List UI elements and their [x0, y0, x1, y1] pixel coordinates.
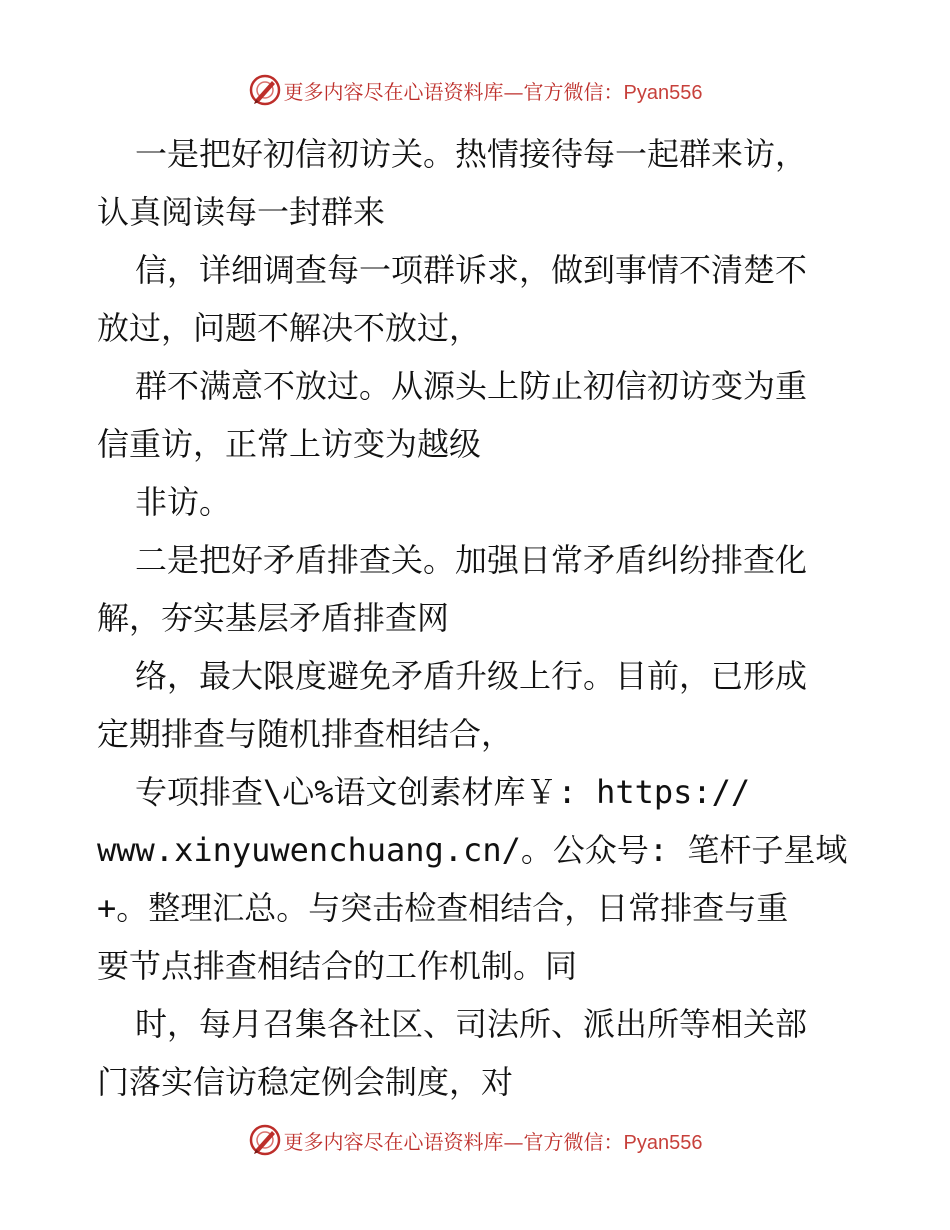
text-line: 要节点排查相结合的工作机制。同 — [97, 947, 578, 985]
text-line: www.xinyuwenchuang.cn/。公众号: 笔杆子星域 — [97, 831, 848, 869]
text-line: 解，夯实基层矛盾排查网 — [97, 599, 450, 637]
footer-brand-label: 更多内容尽在心语资料库—官方微信： — [283, 1129, 624, 1154]
text-line: +。整理汇总。与突击检查相结合，日常排查与重 — [97, 889, 789, 927]
text-line: 门落实信访稳定例会制度，对 — [97, 1063, 514, 1101]
header-banner — [0, 70, 950, 110]
text-line: 时，每月召集各社区、司法所、派出所等相关部 — [135, 1005, 808, 1043]
text-line: 络，最大限度避免矛盾升级上行。目前，已形成 — [135, 657, 808, 695]
text-line: 信，详细调查每一项群诉求，做到事情不清楚不 — [135, 251, 808, 289]
header-wechat-id: Pyan556 — [623, 81, 703, 104]
text-line: 一是把好初信初访关。热情接待每一起群来访， — [135, 135, 808, 173]
document-body — [97, 125, 857, 1111]
header-brand-text — [284, 76, 703, 105]
text-line: 二是把好矛盾排查关。加强日常矛盾纠纷排查化 — [135, 541, 808, 579]
pen-logo-icon — [248, 73, 282, 107]
footer-brand-text — [284, 1126, 703, 1155]
pen-logo-icon — [248, 1123, 282, 1157]
text-line: 非访。 — [135, 483, 232, 521]
text-line: 专项排查\心%语文创素材库￥: https:// — [135, 773, 751, 811]
text-line: 认真阅读每一封群来 — [97, 193, 386, 231]
text-line: 群不满意不放过。从源头上防止初信初访变为重 — [135, 367, 808, 405]
footer-banner — [0, 1120, 950, 1160]
text-line: 放过，问题不解决不放过， — [97, 309, 482, 347]
text-line: 信重访，正常上访变为越级 — [97, 425, 482, 463]
text-line: 定期排查与随机排查相结合， — [97, 715, 514, 753]
footer-wechat-id: Pyan556 — [623, 1131, 703, 1154]
header-brand-label: 更多内容尽在心语资料库—官方微信： — [283, 79, 624, 104]
